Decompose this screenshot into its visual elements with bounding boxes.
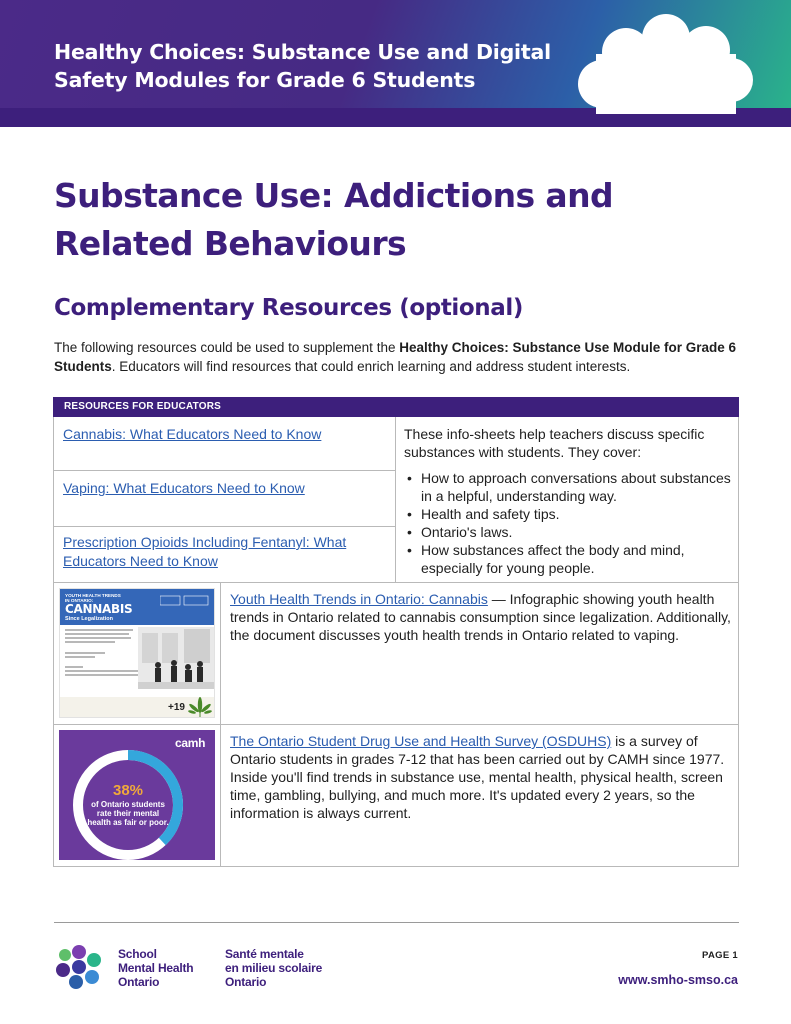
table-header: RESOURCES FOR EDUCATORS	[53, 397, 739, 417]
agency-logos-icon	[160, 594, 210, 608]
org-name-french	[225, 947, 322, 989]
intro-text-2: . Educators will find resources that could enrich learning and address student interests.	[111, 359, 631, 374]
website-link[interactable]: www.smho-smso.ca	[618, 973, 738, 987]
org-en-line: Ontario	[118, 975, 160, 989]
thumbnail-subheading: Since Legalization	[65, 616, 113, 622]
org-fr-line: Ontario	[225, 975, 267, 989]
module-title-line-1: Healthy Choices: Substance Use and Digital	[54, 40, 551, 64]
thumbnail-heading: CANNABIS	[65, 602, 133, 616]
infosheets-row	[53, 417, 739, 583]
cannabis-leaf-icon	[188, 697, 212, 718]
youth-trends-text: — Infographic showing youth health trends in Ontario related to cannabis consumption since legalization. Additionally, the document discusses youth health trends in Ontario related to vaping.	[230, 591, 731, 643]
osduhs-description	[230, 732, 734, 822]
osduhs-text: is a survey of Ontario students in grades 7-12 that has been carried out by CAMH since 1977. Inside you'll find trends in substance use, mental health, physical health, screen time, gambling, bullying, and much more. It's updated every 2 years, so the information is always current.	[230, 733, 725, 821]
opioids-educators-link[interactable]: Prescription Opioids Including Fentanyl: What Educators Need to Know	[63, 534, 347, 569]
link-cell-vaping	[54, 471, 395, 527]
org-name-english	[118, 947, 193, 989]
camh-logo: camh	[175, 736, 206, 750]
osduhs-link[interactable]: The Ontario Student Drug Use and Health Survey (OSDUHS)	[230, 733, 612, 749]
resources-table	[53, 397, 739, 867]
infosheets-bullet-list	[404, 469, 734, 577]
page-number-value: 1	[732, 950, 738, 961]
flower-logo-icon	[566, 14, 766, 114]
link-cell-opioids	[54, 527, 395, 582]
header-banner	[0, 0, 791, 127]
smho-flower-logo-icon	[54, 944, 104, 990]
bullet-item: • How substances affect the body and mind, especially for young people.	[404, 541, 734, 577]
infosheets-text: These info-sheets help teachers discuss specific substances with students. They cover:	[404, 426, 705, 460]
page-title-line-2: Related Behaviours	[54, 224, 407, 263]
osduhs-row	[53, 725, 739, 867]
cannabis-educators-link[interactable]: Cannabis: What Educators Need to Know	[63, 426, 322, 442]
org-fr-line: Santé mentale	[225, 947, 304, 961]
students-illustration-icon	[138, 627, 214, 689]
org-fr-line: en milieu scolaire	[225, 961, 323, 975]
osduhs-thumbnail-cell	[54, 725, 221, 866]
module-title-line-2: Safety Modules for Grade 6 Students	[54, 68, 476, 92]
page-title	[54, 172, 694, 268]
youth-trends-cannabis-link[interactable]: Youth Health Trends in Ontario: Cannabis	[230, 591, 488, 607]
section-title: Complementary Resources (optional)	[54, 295, 523, 321]
youth-trends-row	[53, 583, 739, 725]
youth-trends-thumbnail-cell	[54, 583, 221, 724]
bullet-item: • How to approach conversations about substances in a helpful, understanding way.	[404, 469, 734, 505]
survey-percent: 38%	[112, 782, 144, 799]
infosheets-links-column	[54, 417, 396, 582]
survey-caption: of Ontario students rate their mental health as fair or poor.	[87, 800, 169, 827]
footer-divider	[54, 922, 739, 923]
thumbnail-age-badge: +19	[168, 702, 185, 713]
module-title	[54, 38, 594, 94]
youth-trends-description	[230, 590, 734, 644]
bullet-item: • Health and safety tips.	[404, 505, 734, 523]
infosheets-description	[404, 425, 734, 577]
org-en-line: Mental Health	[118, 961, 194, 975]
intro-paragraph	[54, 338, 744, 376]
thumbnail-text-lines	[65, 629, 135, 678]
page-label: PAGE	[702, 950, 730, 961]
page-number	[680, 950, 738, 961]
thumbnail-kicker: YOUTH HEALTH TRENDS IN ONTARIO:	[65, 593, 121, 603]
vaping-educators-link[interactable]: Vaping: What Educators Need to Know	[63, 480, 305, 496]
intro-text-1: The following resources could be used to supplement the	[54, 340, 400, 355]
link-cell-cannabis	[54, 417, 395, 471]
org-en-line: School	[118, 947, 157, 961]
bullet-item: • Ontario's laws.	[404, 523, 734, 541]
osduhs-thumbnail[interactable]	[59, 730, 215, 860]
cannabis-infographic-thumbnail[interactable]	[59, 588, 215, 718]
intro-module-name: Healthy Choices: Substance Use Module for Grade 6 Students	[54, 340, 737, 374]
page-title-line-1: Substance Use: Addictions and	[54, 176, 614, 215]
